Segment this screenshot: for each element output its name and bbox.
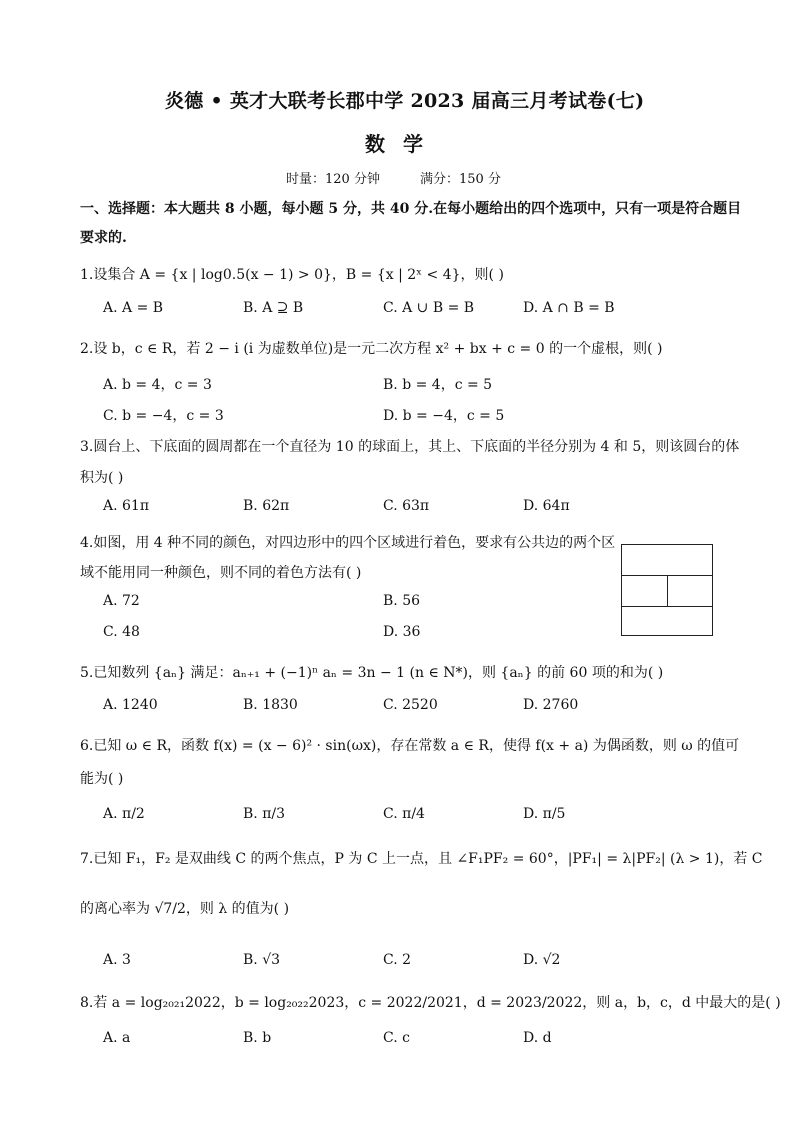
- question-7-stem-cont: 的离心率为 √7/2，则 λ 的值为( ): [80, 901, 290, 917]
- q1-option-c: C. A ∪ B = B: [383, 300, 475, 316]
- exam-time: 时量：120 分钟: [286, 172, 380, 187]
- section-heading-cont: 要求的.: [80, 230, 127, 246]
- q6-option-d: D. π/5: [523, 806, 566, 822]
- q3-option-d: D. 64π: [523, 498, 570, 514]
- q4-option-a: A. 72: [103, 593, 140, 609]
- q1-option-d: D. A ∩ B = B: [523, 300, 615, 316]
- question-7-stem: 7.已知 F₁，F₂ 是双曲线 C 的两个焦点，P 为 C 上一点，且 ∠F₁PF₂ = 60°，|PF₁| = λ|PF₂| (λ > 1)，若 C: [80, 851, 763, 867]
- question-4-stem-cont: 域不能用同一种颜色，则不同的着色方法有( ): [80, 565, 362, 581]
- q2-option-b: B. b = 4，c = 5: [383, 377, 493, 393]
- q8-option-b: B. b: [243, 1030, 272, 1046]
- q5-option-d: D. 2760: [523, 697, 579, 713]
- question-8-stem: 8.若 a = log₂₀₂₁2022，b = log₂₀₂₂2023，c = 2022/2021，d = 2023/2022，则 a，b，c，d 中最大的是( ): [80, 995, 781, 1011]
- q8-option-c: C. c: [383, 1030, 410, 1046]
- q6-option-a: A. π/2: [103, 806, 145, 822]
- question-3-stem-cont: 积为( ): [80, 470, 124, 486]
- diagram-divider-bottom: [622, 606, 712, 607]
- q8-option-d: D. d: [523, 1030, 552, 1046]
- page-title: 炎德 • 英才大联考长郡中学 2023 届高三月考试卷(七): [165, 90, 645, 112]
- q7-option-c: C. 2: [383, 952, 412, 968]
- q4-option-d: D. 36: [383, 624, 421, 640]
- q8-option-a: A. a: [103, 1030, 131, 1046]
- q6-option-c: C. π/4: [383, 806, 425, 822]
- subject-title: 数学: [365, 132, 441, 156]
- q7-option-b: B. √3: [243, 952, 281, 968]
- exam-full-score: 满分：150 分: [420, 172, 501, 187]
- q3-option-c: C. 63π: [383, 498, 430, 514]
- section-heading: 一、选择题：本大题共 8 小题，每小题 5 分，共 40 分.在每小题给出的四个选项中，只有一项是符合题目: [80, 201, 742, 217]
- q3-option-b: B. 62π: [243, 498, 290, 514]
- q7-option-a: A. 3: [103, 952, 131, 968]
- quadrilateral-region-diagram: [621, 544, 713, 636]
- q7-option-d: D. √2: [523, 952, 561, 968]
- q2-option-a: A. b = 4，c = 3: [103, 377, 212, 393]
- q3-option-a: A. 61π: [103, 498, 150, 514]
- question-5-stem: 5.已知数列 {aₙ} 满足：aₙ₊₁ + (−1)ⁿ aₙ = 3n − 1 (n ∈ N*)，则 {aₙ} 的前 60 项的和为( ): [80, 665, 664, 681]
- q1-option-b: B. A ⊇ B: [243, 300, 304, 316]
- question-6-stem-cont: 能为( ): [80, 771, 124, 787]
- q1-option-a: A. A = B: [103, 300, 164, 316]
- q5-option-a: A. 1240: [103, 697, 158, 713]
- question-4-stem: 4.如图，用 4 种不同的颜色，对四边形中的四个区域进行着色，要求有公共边的两个区: [80, 535, 616, 551]
- question-1-stem: 1.设集合 A = {x | log0.5(x − 1) > 0}，B = {x | 2ˣ < 4}，则( ): [80, 267, 504, 283]
- question-6-stem: 6.已知 ω ∈ R，函数 f(x) = (x − 6)² · sin(ωx)，存在常数 a ∈ R，使得 f(x + a) 为偶函数，则 ω 的值可: [80, 738, 740, 754]
- q5-option-c: C. 2520: [383, 697, 438, 713]
- q6-option-b: B. π/3: [243, 806, 286, 822]
- q2-option-d: D. b = −4，c = 5: [383, 408, 505, 424]
- q4-option-b: B. 56: [383, 593, 421, 609]
- q2-option-c: C. b = −4，c = 3: [103, 408, 224, 424]
- diagram-divider-middle: [667, 575, 668, 606]
- question-2-stem: 2.设 b，c ∈ R，若 2 − i (i 为虚数单位)是一元二次方程 x² + bx + c = 0 的一个虚根，则( ): [80, 341, 663, 357]
- question-3-stem: 3.圆台上、下底面的圆周都在一个直径为 10 的球面上，其上、下底面的半径分别为 4 和 5，则该圆台的体: [80, 439, 740, 455]
- q5-option-b: B. 1830: [243, 697, 298, 713]
- q4-option-c: C. 48: [103, 624, 140, 640]
